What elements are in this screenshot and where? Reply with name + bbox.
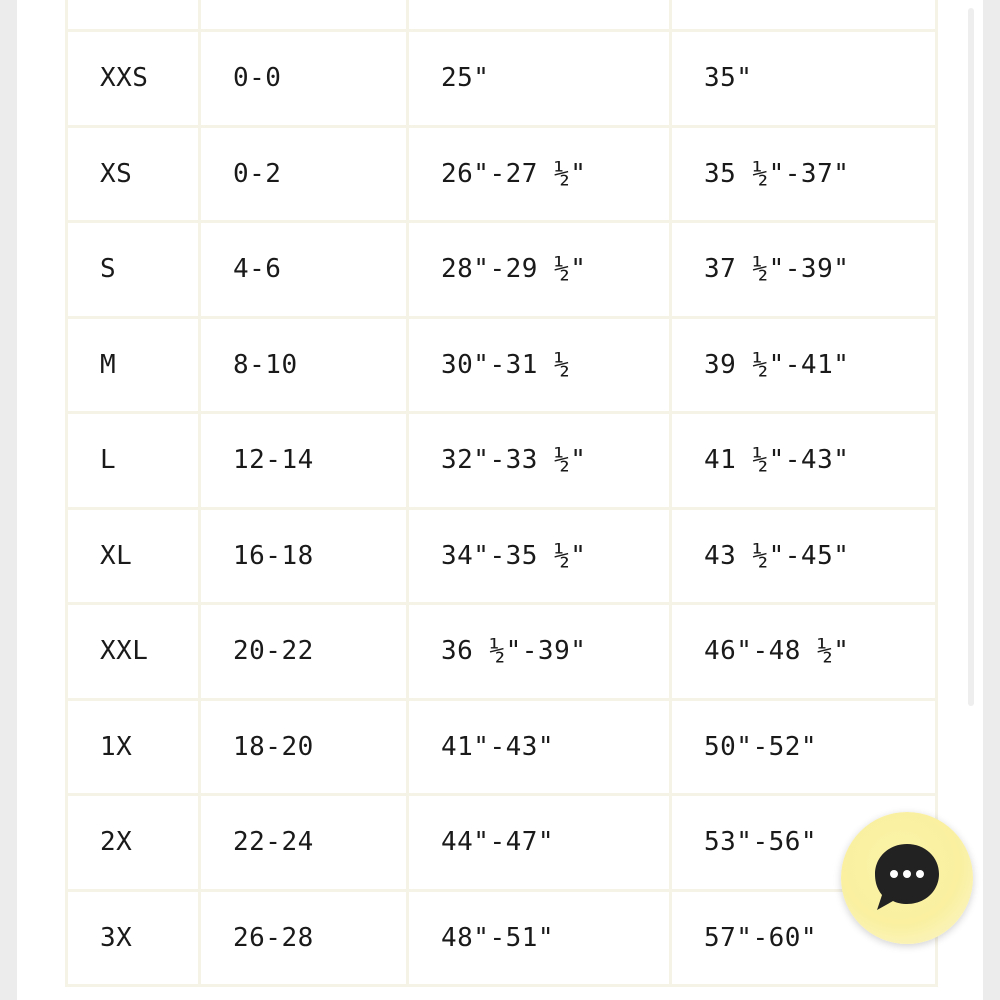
size-cell: 3X (67, 890, 200, 986)
hip-cell: 53"-56" (671, 795, 937, 891)
right-page-margin (983, 0, 1000, 1000)
us-size-cell: 18-20 (200, 699, 408, 795)
hip-cell: 41 ½"-43" (671, 413, 937, 509)
chat-button[interactable] (841, 812, 973, 944)
table-row (67, 890, 937, 986)
table-row (67, 317, 937, 413)
table-row (67, 699, 937, 795)
waist-cell: 36 ½"-39" (408, 604, 671, 700)
us-size-cell: 4-6 (200, 222, 408, 318)
table-row (67, 795, 937, 891)
table-row (67, 508, 937, 604)
table-row (67, 31, 937, 127)
size-cell: 2X (67, 795, 200, 891)
us-size-cell: 0-0 (200, 31, 408, 127)
hip-cell: 35" (671, 31, 937, 127)
waist-cell: 28"-29 ½" (408, 222, 671, 318)
hip-cell: 35 ½"-37" (671, 126, 937, 222)
size-cell: 1X (67, 699, 200, 795)
waist-cell: 26"-27 ½" (408, 126, 671, 222)
header-cell (200, 0, 408, 31)
us-size-cell: 16-18 (200, 508, 408, 604)
size-cell: M (67, 317, 200, 413)
size-chart-table (65, 0, 938, 987)
hip-cell: 37 ½"-39" (671, 222, 937, 318)
waist-cell: 30"-31 ½ (408, 317, 671, 413)
hip-cell: 57"-60" (671, 890, 937, 986)
waist-cell: 44"-47" (408, 795, 671, 891)
us-size-cell: 20-22 (200, 604, 408, 700)
us-size-cell: 26-28 (200, 890, 408, 986)
chat-bubble-icon (873, 842, 941, 912)
waist-cell: 48"-51" (408, 890, 671, 986)
hip-cell: 46"-48 ½" (671, 604, 937, 700)
size-cell: S (67, 222, 200, 318)
us-size-cell: 22-24 (200, 795, 408, 891)
size-chart-table-container (65, 0, 935, 1000)
waist-cell: 32"-33 ½" (408, 413, 671, 509)
waist-cell: 34"-35 ½" (408, 508, 671, 604)
size-cell: XL (67, 508, 200, 604)
waist-cell: 25" (408, 31, 671, 127)
hip-cell: 43 ½"-45" (671, 508, 937, 604)
waist-cell: 41"-43" (408, 699, 671, 795)
size-cell: XXL (67, 604, 200, 700)
table-row (67, 126, 937, 222)
header-cell (408, 0, 671, 31)
table-row (67, 604, 937, 700)
size-cell: XXS (67, 31, 200, 127)
scrollbar[interactable] (968, 8, 974, 706)
us-size-cell: 0-2 (200, 126, 408, 222)
table-row (67, 413, 937, 509)
size-cell: L (67, 413, 200, 509)
left-page-margin (0, 0, 17, 1000)
hip-cell: 39 ½"-41" (671, 317, 937, 413)
table-row (67, 222, 937, 318)
us-size-cell: 12-14 (200, 413, 408, 509)
us-size-cell: 8-10 (200, 317, 408, 413)
header-cell (671, 0, 937, 31)
header-cell (67, 0, 200, 31)
table-header-row-partial (67, 0, 937, 31)
size-cell: XS (67, 126, 200, 222)
hip-cell: 50"-52" (671, 699, 937, 795)
